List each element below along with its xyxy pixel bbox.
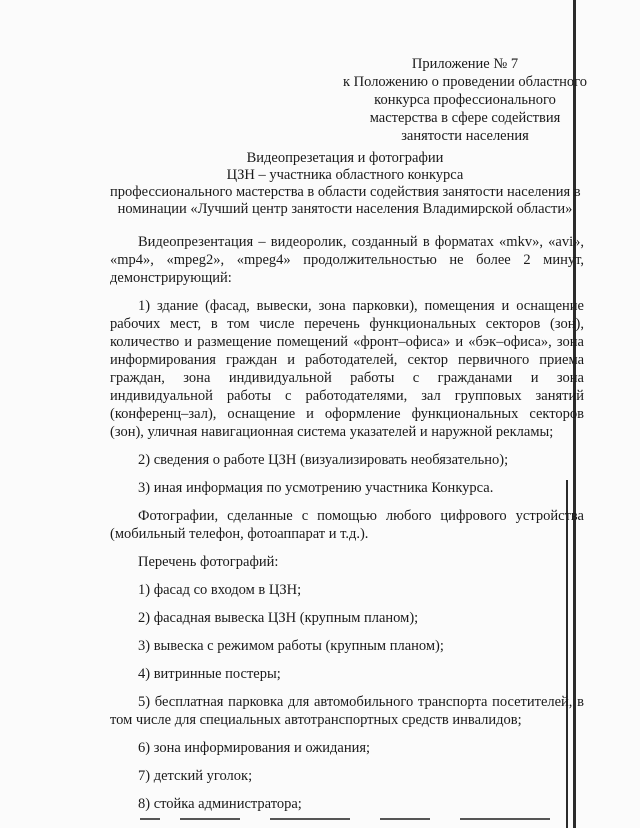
title-line: Видеопрезетация и фотографии xyxy=(246,150,444,166)
title-line: профессионального мастерства в области содействия занятости населения в xyxy=(110,184,581,200)
scan-footer-marks xyxy=(140,812,580,826)
photos-intro: Фотографии, сделанные с помощью любого цифрового устройства (мобильный телефон, фотоаппарат и т.д.). xyxy=(110,508,584,542)
document-title xyxy=(110,150,580,218)
photo-item: 3) вывеска с режимом работы (крупным планом); xyxy=(138,638,444,654)
appendix-line: занятости населения xyxy=(401,128,529,144)
title-line: ЦЗН – участника областного конкурса xyxy=(226,167,464,183)
video-item: 2) сведения о работе ЦЗН (визуализировать необязательно); xyxy=(138,452,509,468)
appendix-header xyxy=(340,55,590,145)
appendix-line: Приложение № 7 xyxy=(411,56,519,72)
photo-item: 1) фасад со входом в ЦЗН; xyxy=(138,582,302,598)
video-item: 1) здание (фасад, вывески, зона парковки), помещения и оснащение рабочих мест, в том числе перечень функциональных секторов (зон), количество и размещение помещений «фронт–офиса» и «бэк–офиса», зона информирования граждан и работодателей, сектор первичного приема граждан, зона индивидуальной работы с гражданами и зона индивидуальной работы с работодателями, зал групповых занятий (конференц–зал), оснащение и оформление функциональных секторов (зон), уличная навигационная система указателей и наружной рекламы; xyxy=(110,298,584,440)
document-body xyxy=(110,233,584,823)
intro-paragraph: Видеопрезентация – видеоролик, созданный в форматах «mkv», «avi», «mp4», «mpeg2», «mpeg4» продолжительностью не более 2 минут, демонстрирующий: xyxy=(110,234,584,286)
appendix-line: конкурса профессионального xyxy=(374,92,556,108)
photos-list-title: Перечень фотографий: xyxy=(138,554,279,570)
photo-item: 8) стойка администратора; xyxy=(138,796,302,812)
photo-item: 5) бесплатная парковка для автомобильного транспорта посетителей, в том числе для специальных автотранспортных средств инвалидов; xyxy=(110,694,584,728)
photo-item: 4) витринные постеры; xyxy=(138,666,281,682)
video-item: 3) иная информация по усмотрению участника Конкурса. xyxy=(138,480,494,496)
appendix-line: мастерства в сфере содействия xyxy=(369,110,561,126)
photo-item: 7) детский уголок; xyxy=(138,768,253,784)
photo-item: 2) фасадная вывеска ЦЗН (крупным планом); xyxy=(138,610,419,626)
appendix-line: к Положению о проведении областного xyxy=(343,74,587,90)
photo-item: 6) зона информирования и ожидания; xyxy=(138,740,371,756)
title-line: номинации «Лучший центр занятости населения Владимирской области» xyxy=(117,201,573,217)
